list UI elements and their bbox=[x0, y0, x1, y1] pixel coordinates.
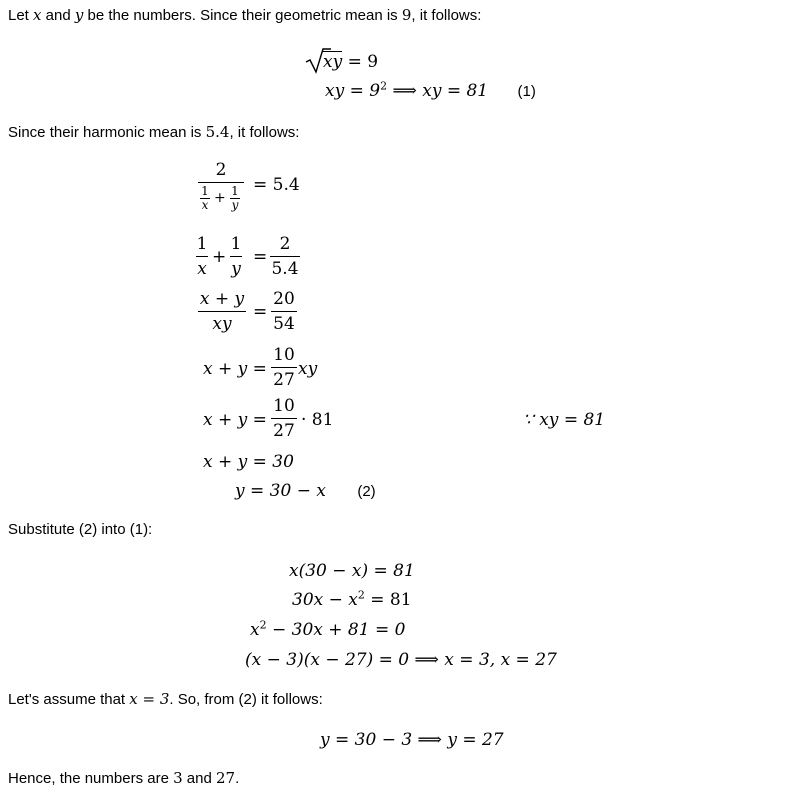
text: . bbox=[235, 770, 240, 787]
denominator: y bbox=[231, 259, 241, 279]
exponent: 2 bbox=[357, 588, 365, 602]
equation-rhs: = 81 bbox=[364, 590, 412, 610]
fraction bbox=[270, 234, 300, 279]
numerator: 10 bbox=[271, 345, 297, 368]
equation-lhs: x bbox=[250, 620, 260, 640]
math-number: 3 bbox=[173, 769, 183, 787]
equation-tail: xy bbox=[298, 359, 318, 379]
text: Since their harmonic mean is bbox=[8, 124, 206, 141]
numerator: 2 bbox=[198, 160, 244, 183]
operator: + bbox=[212, 247, 227, 267]
fraction bbox=[271, 396, 297, 441]
fraction bbox=[196, 234, 208, 279]
fraction bbox=[271, 289, 297, 334]
exponent: 2 bbox=[259, 618, 267, 632]
conclusion-paragraph bbox=[8, 769, 239, 788]
equation-body: y = 30 − x bbox=[235, 481, 326, 501]
denominator: 54 bbox=[273, 314, 295, 334]
denominator: 27 bbox=[273, 370, 295, 390]
text: Substitute (2) into (1): bbox=[8, 521, 153, 538]
math-expression: x = 3 bbox=[129, 690, 170, 708]
equation-lhs: x + y = bbox=[203, 410, 267, 430]
equation-rhs: = 5.4 bbox=[253, 175, 300, 195]
text: and bbox=[182, 770, 217, 787]
denominator: x bbox=[197, 259, 207, 279]
math-var: y bbox=[74, 6, 84, 24]
text: Let's assume that bbox=[8, 691, 130, 708]
text: Hence, the numbers are bbox=[8, 770, 174, 787]
numerator: 10 bbox=[271, 396, 297, 419]
text: and bbox=[41, 7, 75, 24]
equation-tag: (2) bbox=[357, 483, 376, 500]
math-number: 9 bbox=[401, 6, 412, 24]
math-number: 5.4 bbox=[205, 123, 230, 141]
math-var: x bbox=[33, 6, 42, 24]
operator: = bbox=[253, 302, 268, 322]
numerator: 20 bbox=[271, 289, 297, 312]
text: , it follows: bbox=[229, 124, 300, 141]
equation-lhs: xy = 9 bbox=[325, 81, 381, 101]
equation-lhs: x + y = bbox=[203, 359, 267, 379]
equation-2 bbox=[235, 480, 376, 503]
denominator: 27 bbox=[273, 421, 295, 441]
fraction bbox=[198, 289, 246, 334]
numerator: 1 bbox=[201, 184, 209, 198]
denominator: y bbox=[231, 198, 239, 212]
math-number: 27 bbox=[216, 769, 236, 787]
exponent: 2 bbox=[380, 79, 388, 93]
substitution-step-3 bbox=[250, 619, 405, 641]
numerator: 1 bbox=[230, 234, 242, 257]
numerator: 1 bbox=[196, 234, 208, 257]
equation-geometric-mean bbox=[305, 51, 378, 73]
fraction bbox=[271, 345, 297, 390]
substitute-paragraph bbox=[8, 521, 152, 539]
radical-sign-icon bbox=[305, 47, 331, 75]
operator: = bbox=[253, 247, 268, 267]
final-equation: y = 30 − 3 ⟹ y = 27 bbox=[320, 730, 504, 750]
radicand: xy bbox=[323, 52, 343, 72]
denominator: x bbox=[201, 198, 209, 212]
equation-1 bbox=[325, 80, 536, 103]
text: Let bbox=[8, 7, 34, 24]
because-note: ∵ xy = 81 bbox=[523, 410, 606, 430]
numerator: 1 bbox=[231, 184, 239, 198]
harmonic-paragraph bbox=[8, 123, 299, 142]
denominator: 5.4 bbox=[271, 259, 299, 279]
intro-paragraph bbox=[8, 6, 481, 25]
equation-lhs: 30x − x bbox=[292, 590, 358, 610]
equation-tail: · 81 bbox=[301, 410, 334, 430]
substitution-step-4: (x − 3)(x − 27) = 0 ⟹ x = 3, x = 27 bbox=[245, 650, 557, 670]
fraction bbox=[198, 160, 244, 215]
text: , it follows: bbox=[411, 7, 482, 24]
fraction bbox=[230, 234, 242, 279]
numerator: x + y bbox=[198, 289, 246, 312]
denominator: xy bbox=[212, 314, 232, 334]
equation-rhs: ⟹ xy = 81 bbox=[387, 81, 489, 101]
equation-rhs: − 30x + 81 = 0 bbox=[266, 620, 406, 640]
text: . So, from (2) it follows: bbox=[169, 691, 323, 708]
denominator bbox=[198, 183, 244, 215]
equation-tag: (1) bbox=[517, 83, 536, 100]
substitution-step-2 bbox=[292, 589, 412, 611]
operator: + bbox=[214, 190, 226, 206]
text: be the numbers. Since their geometric mean is bbox=[83, 7, 402, 24]
numerator: 2 bbox=[270, 234, 300, 257]
equation-rhs: = 9 bbox=[342, 52, 379, 72]
substitution-step-1: x(30 − x) = 81 bbox=[289, 561, 415, 581]
assume-paragraph bbox=[8, 690, 323, 709]
harmonic-step-6: x + y = 30 bbox=[203, 452, 294, 472]
